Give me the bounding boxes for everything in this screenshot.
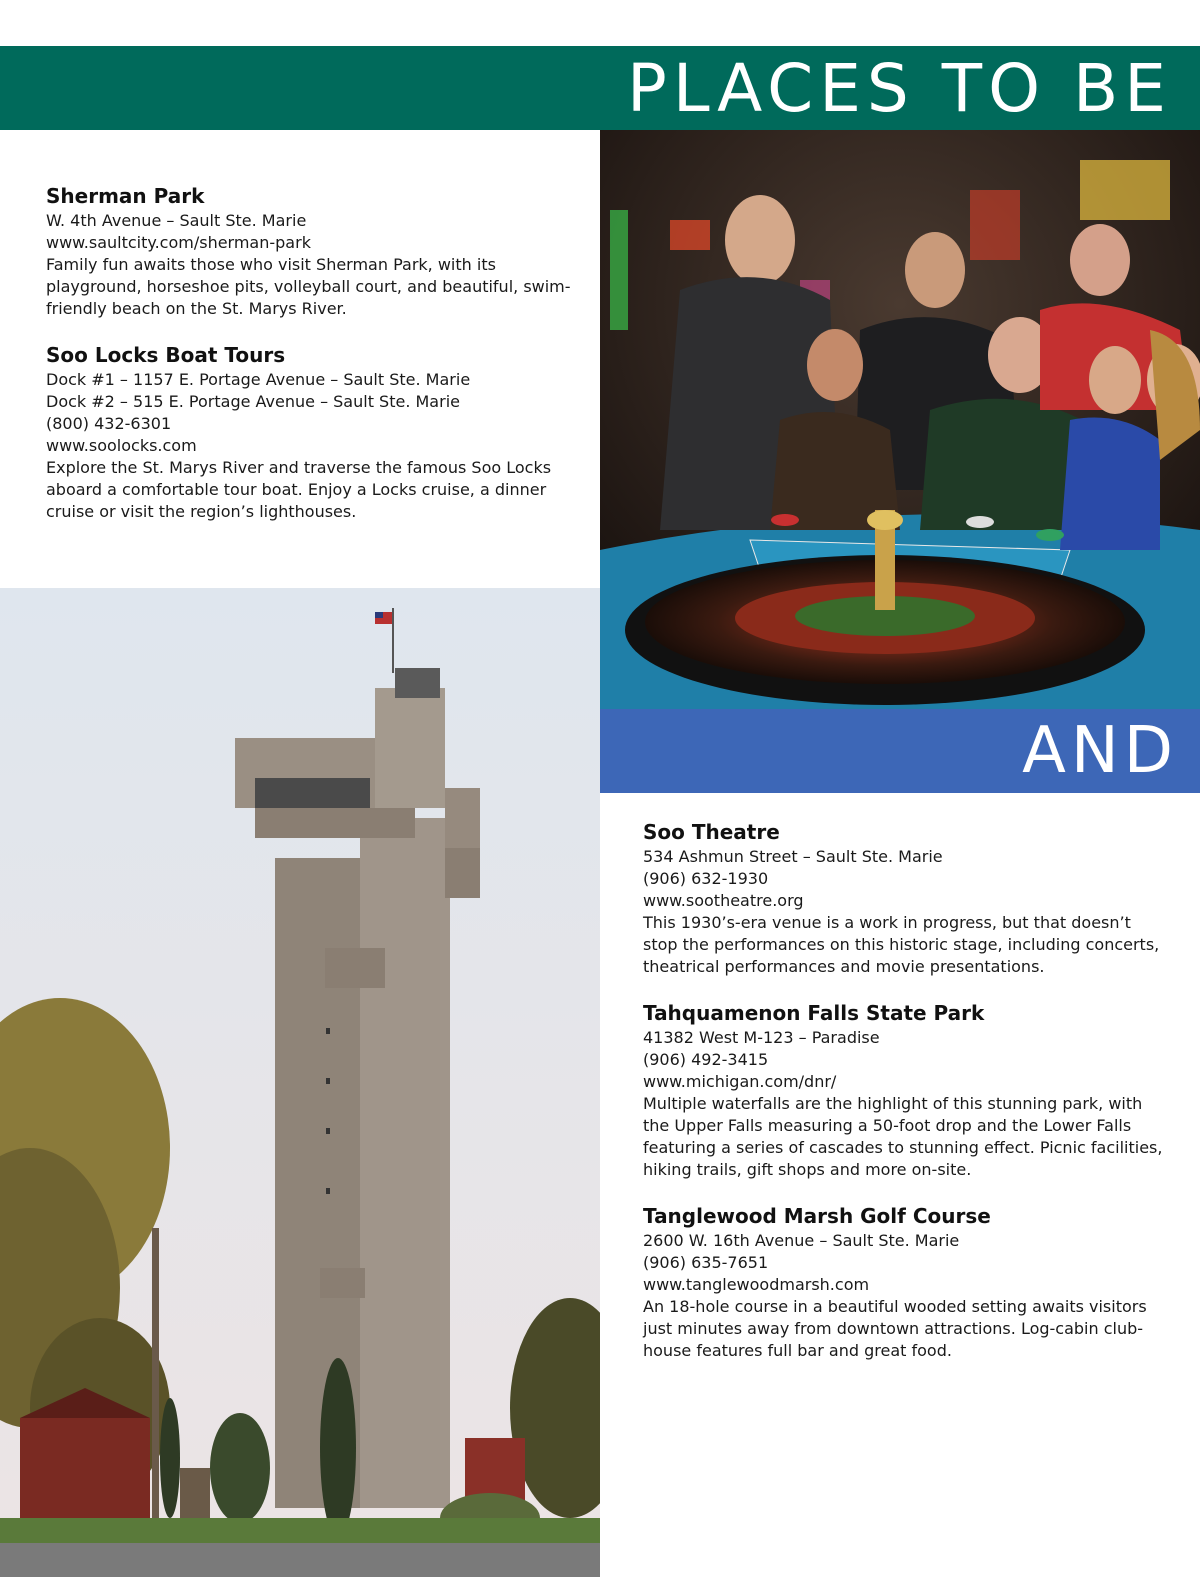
listing-description: Multiple waterfalls are the highlight of this stunning park, with the Upper Falls measuring a 50-foot drop and the Lower Falls featuring a series of cascades to stunning effect. Picnic facilities, hiking trails, gift shops and more on-site. — [643, 1094, 1163, 1179]
listing-title: Sherman Park — [46, 184, 205, 208]
listing-description: Family fun awaits those who visit Sherman Park, with its playground, horseshoe pits, volleyball court, and beautiful, swim-friendly beach on the St. Marys River. — [46, 255, 571, 318]
section-divider-label: AND — [1022, 714, 1178, 788]
listing-website[interactable]: www.saultcity.com/sherman-park — [46, 233, 311, 252]
listing-website[interactable]: www.michigan.com/dnr/ — [643, 1072, 837, 1091]
listing-title: Tahquamenon Falls State Park — [643, 1001, 985, 1025]
listing-soo-theatre — [643, 818, 1163, 978]
listing-description: Explore the St. Marys River and traverse the famous Soo Locks aboard a comfortable tour boat. Enjoy a Locks cruise, a dinner cruise or visit the region’s lighthouses. — [46, 458, 552, 521]
listing-description: An 18-hole course in a beautiful wooded setting awaits visitors just minutes away from downtown attractions. Log-cabin club-house features full bar and great food. — [643, 1297, 1147, 1360]
listing-title: Soo Locks Boat Tours — [46, 343, 286, 367]
listing-address: Dock #2 – 515 E. Portage Avenue – Sault Ste. Marie — [46, 392, 460, 411]
casino-photo — [600, 130, 1200, 709]
listing-website[interactable]: www.sootheatre.org — [643, 891, 804, 910]
listing-address: 2600 W. 16th Avenue – Sault Ste. Marie — [643, 1231, 960, 1250]
listing-tanglewood-marsh — [643, 1202, 1163, 1362]
listing-address: 41382 West M-123 – Paradise — [643, 1028, 880, 1047]
listing-address: W. 4th Avenue – Sault Ste. Marie — [46, 211, 307, 230]
listing-website[interactable]: www.tanglewoodmarsh.com — [643, 1275, 870, 1294]
listing-description: This 1930’s-era venue is a work in progress, but that doesn’t stop the performances on this historic stage, including concerts, theatrical performances and movie presentations. — [643, 913, 1160, 976]
header-banner — [0, 46, 1200, 130]
page-title: PLACES TO BE — [627, 50, 1172, 127]
listing-title: Tanglewood Marsh Golf Course — [643, 1204, 991, 1228]
listing-address: Dock #1 – 1157 E. Portage Avenue – Sault Ste. Marie — [46, 370, 471, 389]
listing-phone: (800) 432-6301 — [46, 414, 172, 433]
right-listings — [643, 818, 1163, 1383]
listing-phone: (906) 492-3415 — [643, 1050, 769, 1069]
listing-phone: (906) 635-7651 — [643, 1253, 769, 1272]
listing-title: Soo Theatre — [643, 820, 780, 844]
listing-soo-locks-boat-tours — [46, 341, 586, 523]
tower-photo — [0, 588, 600, 1577]
section-divider-banner — [600, 709, 1200, 793]
listing-phone: (906) 632-1930 — [643, 869, 769, 888]
listing-address: 534 Ashmun Street – Sault Ste. Marie — [643, 847, 943, 866]
listing-tahquamenon-falls — [643, 999, 1163, 1181]
left-listings — [46, 182, 586, 544]
listing-sherman-park — [46, 182, 586, 320]
listing-website[interactable]: www.soolocks.com — [46, 436, 197, 455]
